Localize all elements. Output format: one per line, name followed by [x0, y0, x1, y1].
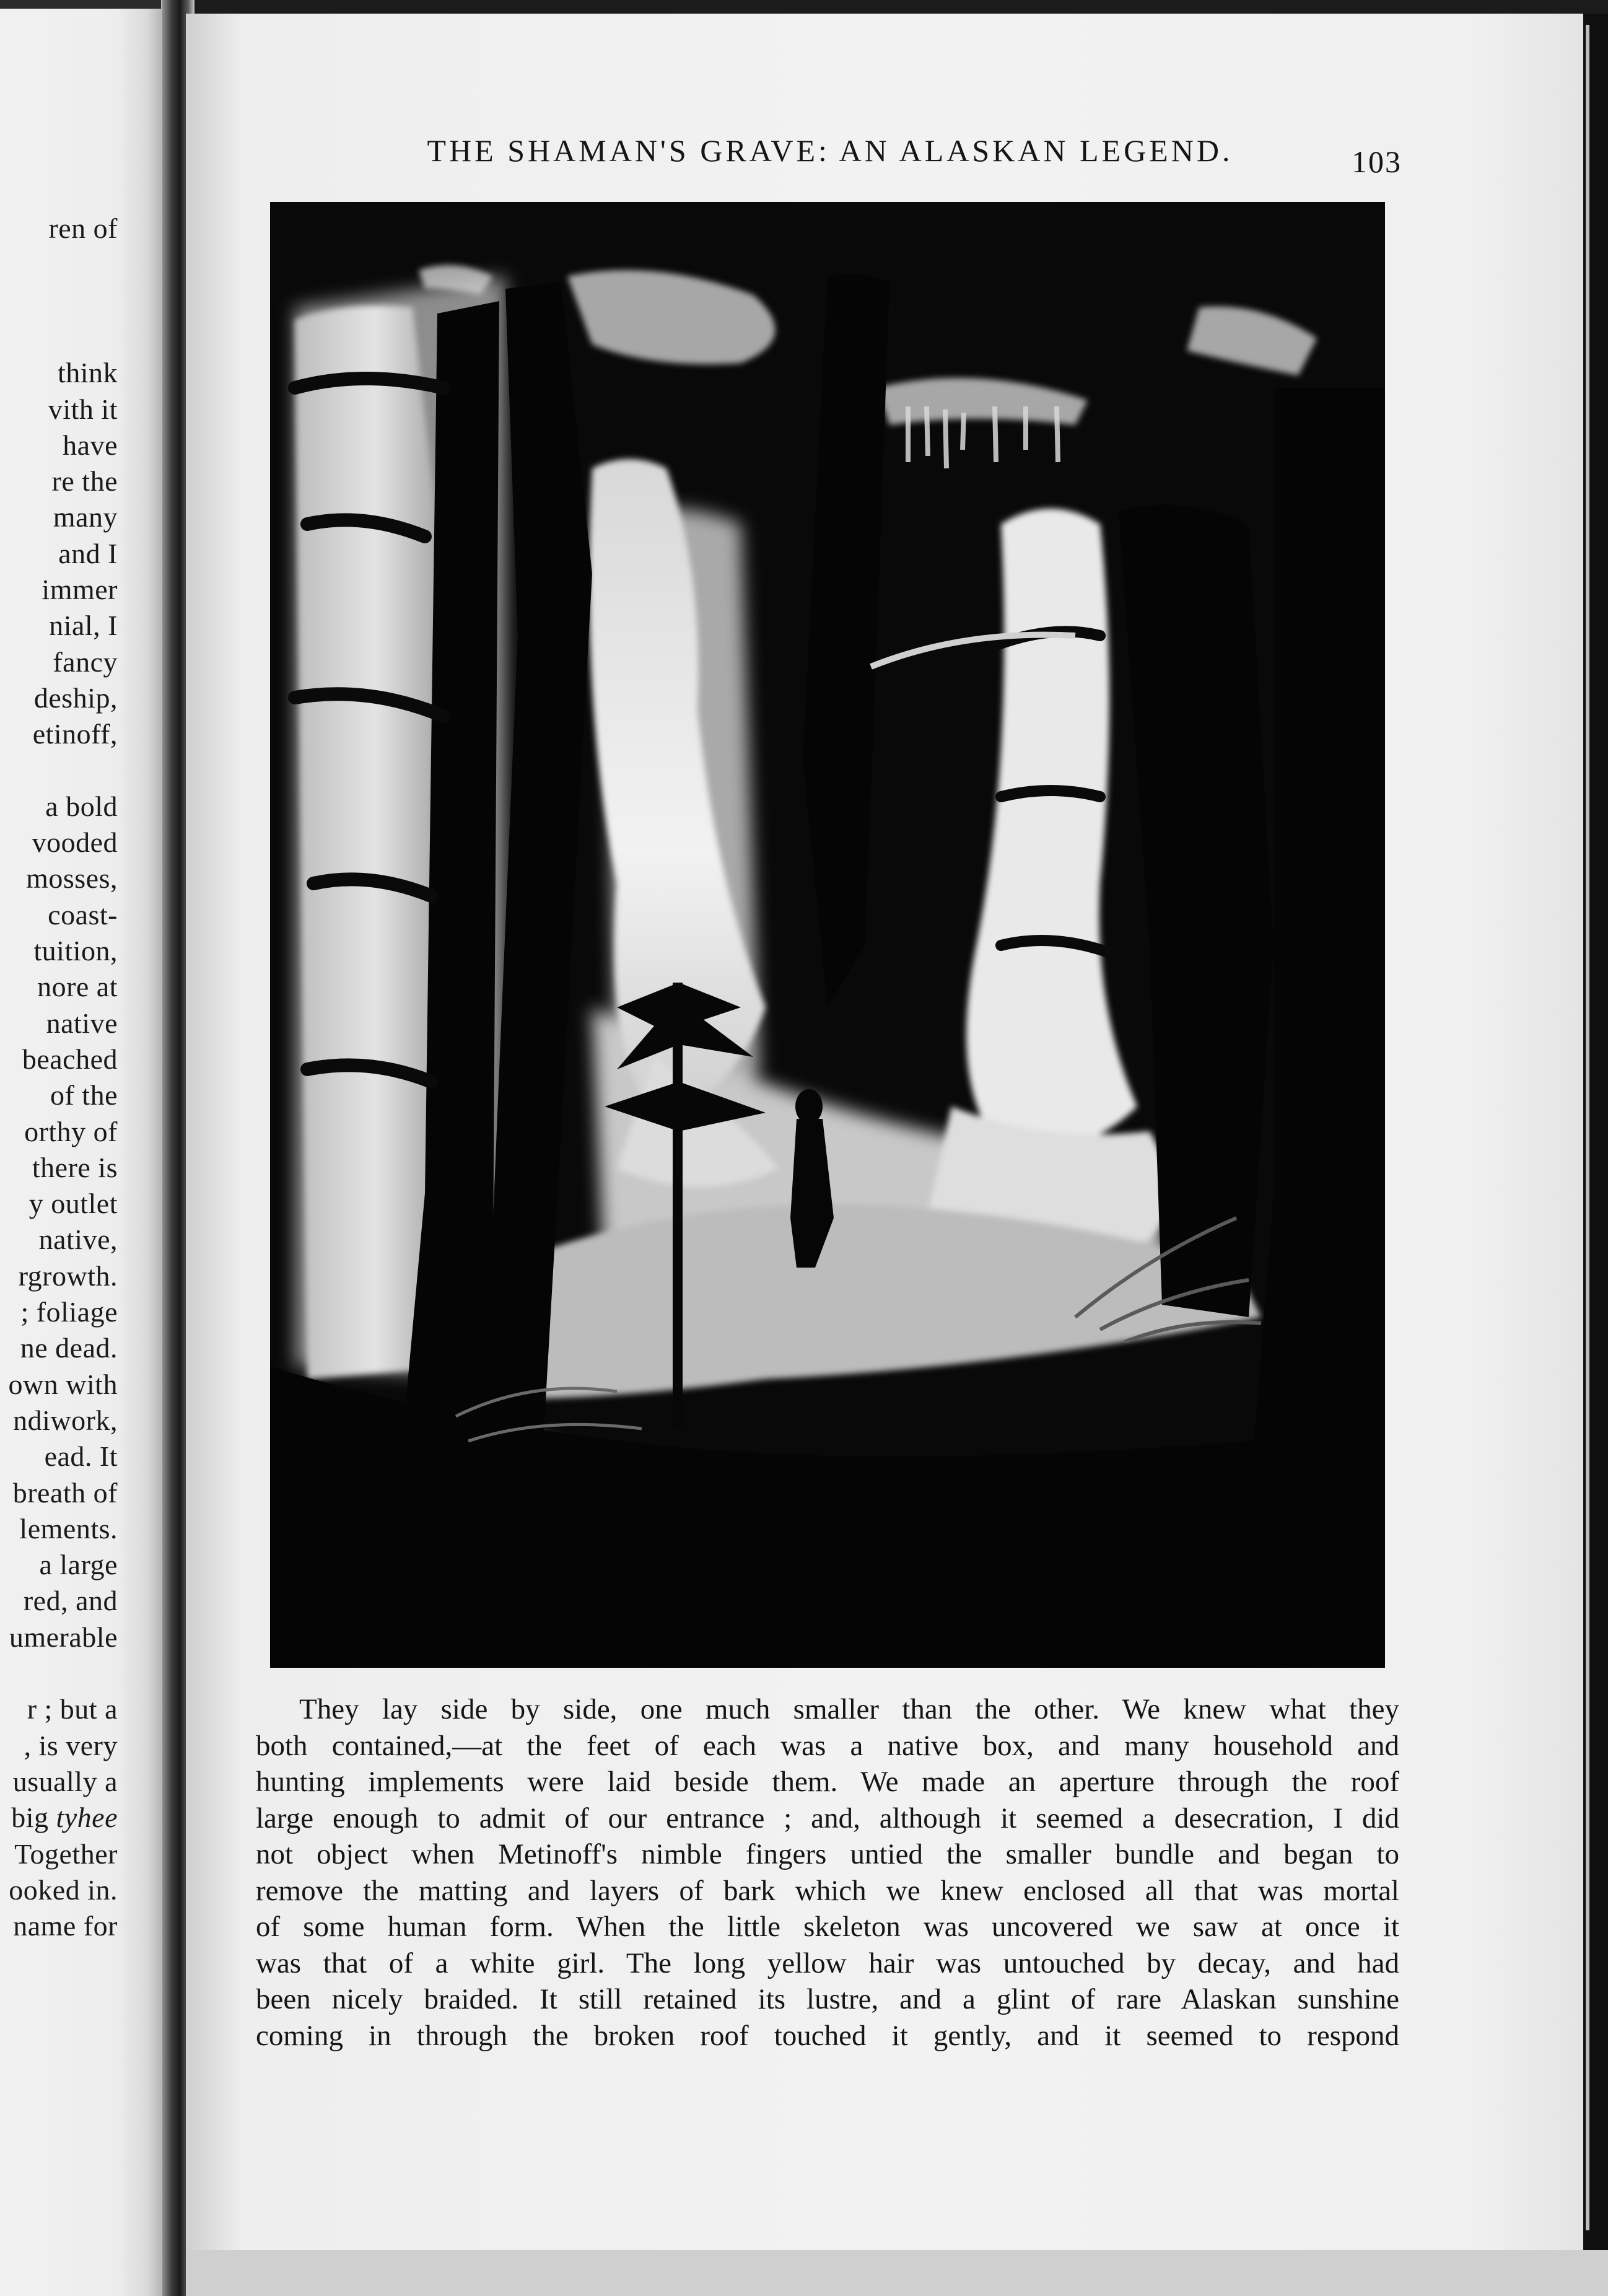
- facing-page-line: lements.: [19, 1512, 118, 1545]
- body-line: not object when Metinoff's nimble fingers untied the smaller bundle and began to: [256, 1838, 1399, 1870]
- facing-page-line: a bold: [45, 790, 118, 822]
- facing-page-line: deship,: [33, 681, 118, 714]
- facing-page-line: orthy of: [24, 1115, 118, 1147]
- body-line: was that of a white girl. The long yellow hair was untouched by decay, and had: [256, 1947, 1399, 1979]
- facing-page-line: native: [46, 1007, 118, 1039]
- facing-page-line: fancy: [53, 646, 118, 678]
- facing-page-line: ead. It: [44, 1440, 118, 1473]
- facing-page-line: vooded: [32, 826, 118, 859]
- page-edge-line: [1586, 25, 1589, 2230]
- facing-page-line: of the: [50, 1079, 118, 1111]
- body-text: [256, 1691, 1399, 2054]
- body-line: been nicely braided. It still retained its lustre, and a glint of rare Alaskan sunshine: [256, 1983, 1399, 2015]
- page-number: 103: [1352, 144, 1402, 179]
- facing-page-line: nore at: [37, 971, 118, 1003]
- body-line: coming in through the broken roof touched it gently, and it seemed to respond: [256, 2019, 1399, 2052]
- facing-page-line: big tyhee: [11, 1802, 118, 1834]
- facing-page-line: etinoff,: [32, 718, 118, 750]
- facing-page-line: many: [53, 501, 118, 533]
- facing-page-line: rgrowth.: [18, 1260, 118, 1292]
- facing-page-line: nial, I: [49, 610, 118, 642]
- body-line: large enough to admit of our entrance ; and, although it seemed a desecration, I did: [256, 1802, 1399, 1834]
- body-line: hunting implements were laid beside them. We made an aperture through the roof: [256, 1766, 1399, 1798]
- body-line: They lay side by side, one much smaller than the other. We knew what they: [299, 1693, 1399, 1725]
- facing-page-line: native,: [38, 1224, 118, 1256]
- facing-page-line: name for: [13, 1910, 118, 1942]
- body-line: both contained,—at the feet of each was a native box, and many household and: [256, 1729, 1399, 1762]
- facing-page-line: ooked in.: [9, 1873, 118, 1906]
- facing-page-line: , is very: [24, 1729, 118, 1761]
- facing-page-line: have: [63, 429, 118, 461]
- facing-page-line: mosses,: [26, 862, 118, 895]
- facing-page-line: immer: [42, 574, 118, 605]
- facing-page-line: own with: [8, 1368, 118, 1400]
- facing-page-line: usually a: [12, 1765, 118, 1797]
- facing-page-line: think: [57, 357, 118, 389]
- facing-page-line: vith it: [48, 393, 118, 425]
- running-head: THE SHAMAN'S GRAVE: AN ALASKAN LEGEND.: [427, 133, 1233, 168]
- facing-page-line: y outlet: [28, 1188, 118, 1220]
- facing-page-line: there is: [32, 1151, 118, 1183]
- facing-page-line: ren of: [48, 213, 118, 244]
- facing-page-line: red, and: [23, 1585, 118, 1617]
- facing-page-line: ne dead.: [20, 1332, 118, 1364]
- forest-illustration: [270, 202, 1385, 1668]
- facing-page-line: umerable: [9, 1621, 118, 1653]
- facing-page-line: tuition,: [33, 935, 118, 966]
- facing-page-line: beached: [22, 1043, 118, 1075]
- facing-page-line: ; foliage: [20, 1296, 118, 1328]
- top-edge-rule: [0, 0, 161, 9]
- page-bottom-margin: [186, 2250, 1608, 2296]
- facing-page-line: coast-: [48, 898, 118, 931]
- facing-page-line: and I: [58, 537, 118, 569]
- body-line: of some human form. When the little skeleton was uncovered we saw at once it: [256, 1911, 1399, 1943]
- facing-page-line: Together: [14, 1838, 118, 1870]
- facing-page-line: a large: [39, 1549, 118, 1581]
- facing-page-line: ndiwork,: [13, 1404, 118, 1436]
- facing-page-line: r ; but a: [27, 1693, 118, 1725]
- facing-page-line: breath of: [12, 1476, 118, 1509]
- facing-page-line: re the: [51, 465, 118, 497]
- facing-page: [0, 0, 167, 2296]
- body-line: remove the matting and layers of bark which we knew enclosed all that was mortal: [256, 1874, 1399, 1907]
